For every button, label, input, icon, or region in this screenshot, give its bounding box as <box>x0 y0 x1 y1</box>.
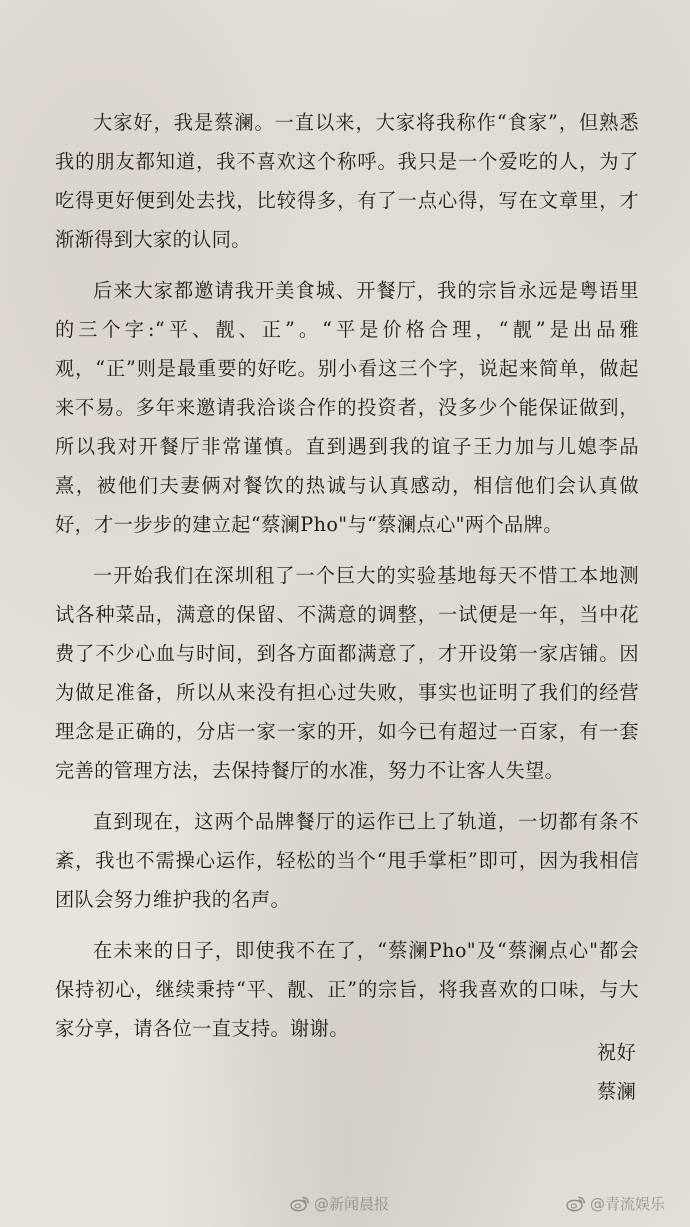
watermark-left-text: @新闻晨报 <box>314 1195 390 1213</box>
watermark-left <box>290 1193 389 1214</box>
letter-body <box>55 103 639 1048</box>
paragraph-1: 大家好，我是蔡澜。一直以来，大家将我称作“食家”，但熟悉我的朋友都知道，我不喜欢这个称呼。我只是一个爱吃的人，为了吃得更好便到处去找，比较得多，有了一点心得，写在文章里，才渐渐得到大家的认同。 <box>55 111 639 251</box>
watermark-right-text: @青流娱乐 <box>590 1195 666 1213</box>
closing: 祝好 <box>597 1041 637 1064</box>
signature: 蔡澜 <box>597 1080 637 1103</box>
weibo-icon <box>566 1195 586 1212</box>
paragraph-4: 直到现在，这两个品牌餐厅的运作已上了轨道，一切都有条不紊，我也不需操心运作，轻松的当个“甩手掌柜”即可，因为我相信团队会努力维护我的名声。 <box>55 810 639 911</box>
paragraph-3: 一开始我们在深圳租了一个巨大的实验基地每天不惜工本地测试各种菜品，满意的保留、不满意的调整，一试便是一年，当中花费了不少心血与时间，到各方面都满意了，才开设第一家店铺。因为做足准备，所以从来没有担心过失败，事实也证明了我们的经营理念是正确的，分店一家一家的开，如今已有超过一百家，有一套完善的管理方法，去保持餐厅的水准，努力不让客人失望。 <box>55 564 639 782</box>
watermark-right <box>566 1193 665 1214</box>
weibo-icon <box>290 1195 310 1212</box>
paragraph-5: 在未来的日子，即使我不在了，“蔡澜Pho"及“蔡澜点心"都会保持初心，继续秉持“平、靓、正”的宗旨，将我喜欢的口味，与大家分享，请各位一直支持。谢谢。 <box>55 939 639 1040</box>
paragraph-2: 后来大家都邀请我开美食城、开餐厅，我的宗旨永远是粤语里的三个字:“平、靓、正”。“平是价格合理，“靓”是出品雅观，“正”则是最重要的好吃。别小看这三个字，说起来简单，做起来不易。多年来邀请我洽谈合作的投资者，没多少个能保证做到，所以我对开餐厅非常谨慎。直到遇到我的谊子王力加与儿媳李品熹，被他们夫妻俩对餐饮的热诚与认真感动，相信他们会认真做好，才一步步的建立起“蔡澜Pho"与“蔡澜点心"两个品牌。 <box>55 279 639 536</box>
signoff <box>597 1033 636 1111</box>
